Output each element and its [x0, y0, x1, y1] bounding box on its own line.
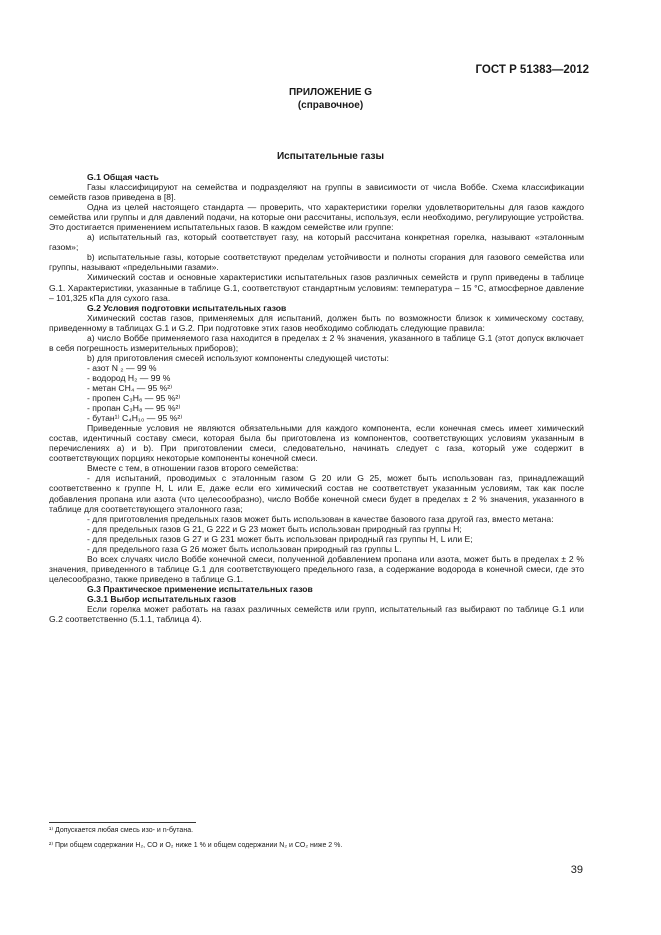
footnote-1: ¹⁾ Допускается любая смесь изо- и n-бутана. — [49, 827, 194, 834]
paragraph: Химический состав газов, применяемых для испытаний, должен быть по возможности близок к химическому составу, приведенному в таблицах G.1 и G.2. При подготовке этих газов необходимо соблюдать следующие правила: — [49, 312, 584, 333]
paragraph: Химический состав и основные характеристики испытательных газов различных семейств и групп приведены в таблице G.1. Характеристики, указанные в таблице G.1, соответствуют стандартным условиям: температура – 15 °С, атмосферное давление – 101,325 кПа для сухого газа. — [49, 272, 584, 303]
paragraph: - для приготовления предельных газов может быть использован в качестве базового газа другой газ, вместо метана: — [87, 513, 554, 524]
paragraph: Одна из целей настоящего стандарта — проверить, что характеристики горелки удовлетворительны для газов каждого семейства или группы и для давлений подачи, на которые они рассчитаны, используя, если необходимо, регулирующие устройства. Это достигается применением испытательных газов. В каждом семействе или группе: — [49, 202, 584, 233]
section-heading: G.2 Условия подготовки испытательных газов — [87, 302, 287, 313]
paragraph: а) испытательный газ, который соответствует газу, на который рассчитана конкретная горелка, называют «эталонным газом»; — [49, 232, 584, 253]
paragraph: Если горелка может работать на газах различных семейств или групп, испытательный газ выбирают по таблице G.1 или G.2 соответственно (5.1.1, таблица 4). — [49, 604, 584, 625]
document-standard-number: ГОСТ Р 51383—2012 — [475, 64, 589, 76]
paragraph: а) число Воббе применяемого газа находится в пределах ± 2 % значения, указанного в таблице G.1 (этот допуск включает в себя погрешность измерительных приборов); — [49, 332, 584, 353]
paragraph: Приведенные условия не являются обязательными для каждого компонента, если конечная смесь имеет химический состав, идентичный составу смеси, которая была бы приготовлена из компонентов, соответствующих условиям указанным в перечислениях а) и b). При приготовлении смеси, следовательно, начинать следует с газа, который уже содержит в соответствующих порциях некоторые компоненты конечной смеси. — [49, 423, 584, 464]
paragraph: b) испытательные газы, которые соответствуют пределам устойчивости и полноты сгорания для газового семейства или группы, называют «предельными газами». — [49, 252, 584, 273]
paragraph: - для предельных газов G 27 и G 231 может быть использован природный газ группы H, L или E; — [87, 533, 473, 544]
paragraph: - для испытаний, проводимых с эталонным газом G 20 или G 25, может быть использован газ, принадлежащий соответственно к группе H, L или E, даже если его химический состав не соответствует указанным условиям, так как после добавления пропана или азота (что целесообразно), число Воббе конечной смеси будет в пределах ± 2 % значения, указанного в таблице для соответствующего эталонного газа; — [49, 473, 584, 514]
annex-title: ПРИЛОЖЕНИЕ G — [288, 87, 373, 98]
footnote-divider — [49, 822, 196, 823]
paragraph: Во всех случаях число Воббе конечной смеси, полученной добавлением пропана или азота, может быть в пределах ± 2 % значения, приведенного в таблице G.1 для соответствующего предельного газа, а содержание водорода в конечной смеси, где это целесообразно, также приведено в таблице G.1. — [49, 553, 584, 584]
page-number: 39 — [570, 864, 583, 876]
footnote-2: ²⁾ При общем содержании H₂, CO и O₂ ниже 1 % и общем содержании N₂ и CO₂ ниже 2 %. — [49, 842, 343, 849]
annex-subtitle: (справочное) — [297, 99, 364, 111]
list-item: - водород H₂ — 99 % — [87, 372, 171, 383]
paragraph: Газы классифицируют на семейства и подразделяют на группы в зависимости от числа Воббе. Схема классификации семейств газов приведена в [8]. — [49, 182, 584, 203]
list-item: - бутан¹⁾ C₄H₁₀ — 95 %²⁾ — [87, 413, 183, 424]
list-item: - метан CH₄ — 95 %²⁾ — [87, 382, 173, 393]
paragraph: b) для приготовления смесей используют компоненты следующей чистоты: — [87, 352, 389, 363]
section-heading: G.1 Общая часть — [87, 172, 159, 182]
document-body — [49, 172, 584, 624]
section-heading: G.3 Практическое применение испытательных газов — [87, 583, 313, 594]
paragraph: Вместе с тем, в отношении газов второго семейства: — [87, 463, 299, 474]
section-heading: G.3.1 Выбор испытательных газов — [87, 593, 237, 604]
list-item: - пропен C₃H₆ — 95 %²⁾ — [87, 393, 181, 404]
list-item: - азот N ₂ — 99 % — [87, 362, 157, 373]
section-title: Испытательные газы — [276, 151, 385, 162]
annex-heading — [0, 87, 661, 112]
paragraph: - для предельного газа G 26 может быть использован природный газ группы L. — [87, 543, 402, 554]
paragraph: - для предельных газов G 21, G 222 и G 23 может быть использован природный газ группы H; — [87, 523, 462, 534]
list-item: - пропан C₃H₈ — 95 %²⁾ — [87, 403, 181, 414]
